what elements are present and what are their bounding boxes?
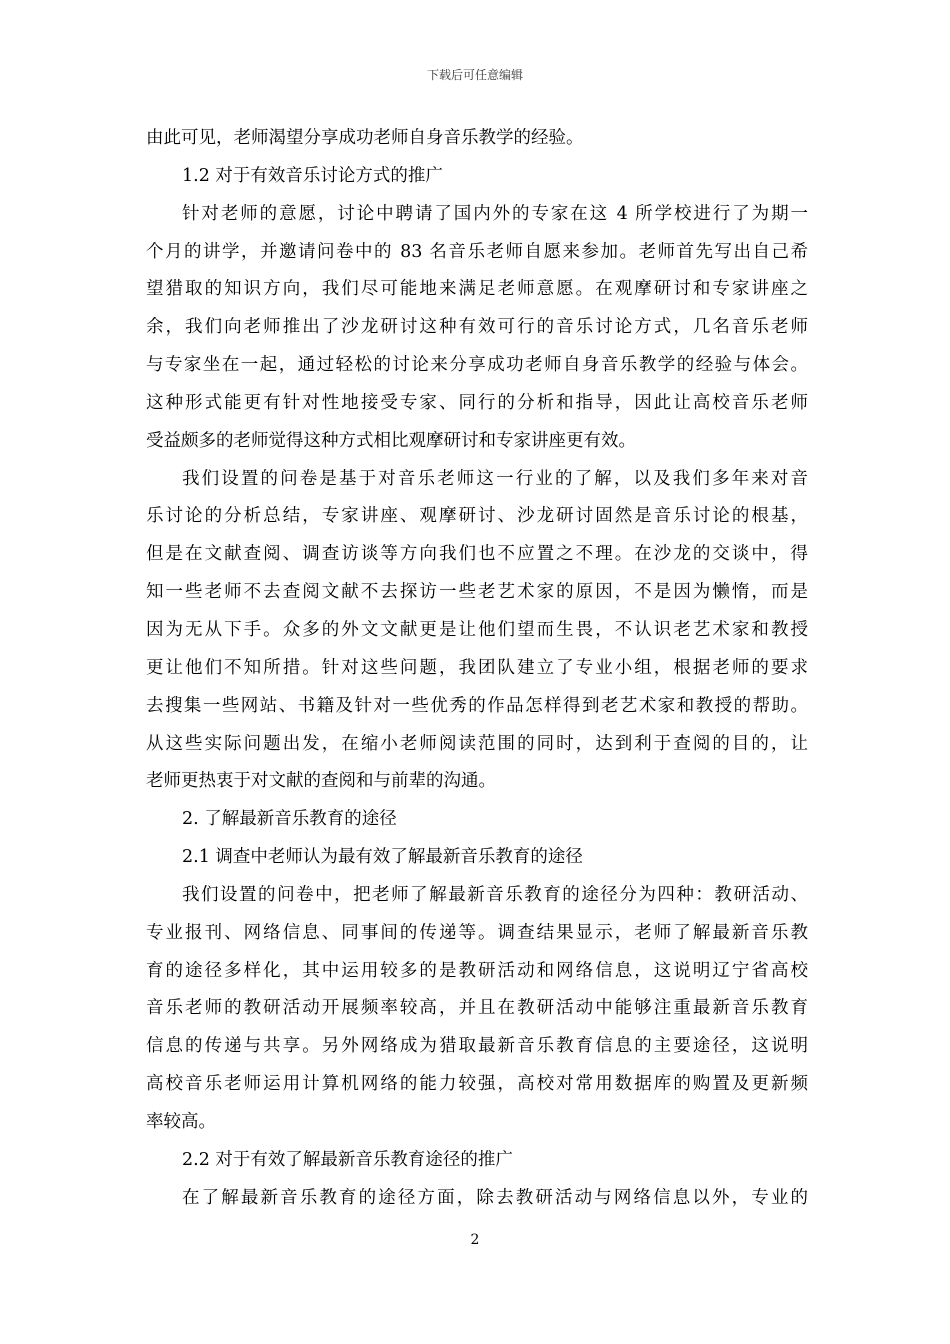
text-line: 从这些实际问题出发，在缩小老师阅读范围的同时，达到利于查阅的目的，让 bbox=[146, 733, 808, 754]
body-text bbox=[146, 124, 808, 1221]
text-line: 知一些老师不去查阅文献不去探访一些老艺术家的原因，不是因为懒惰，而是 bbox=[146, 582, 808, 603]
section-heading: 2. 了解最新音乐教育的途径 bbox=[182, 809, 397, 830]
text-line: 高校音乐老师运用计算机网络的能力较强，高校对常用数据库的购置及更新频 bbox=[146, 1074, 808, 1095]
text-line: 余，我们向老师推出了沙龙研讨这种有效可行的音乐讨论方式，几名音乐老师 bbox=[146, 317, 808, 338]
page-header: 下载后可任意编辑 bbox=[426, 68, 523, 82]
text-line: 个月的讲学，并邀请问卷中的 83 名音乐老师自愿来参加。老师首先写出自己希 bbox=[146, 241, 808, 262]
section-heading: 2.2 对于有效了解最新音乐教育途径的推广 bbox=[182, 1149, 513, 1170]
text-line: 率较高。 bbox=[146, 1111, 216, 1132]
text-line: 老师更热衷于对文献的查阅和与前辈的沟通。 bbox=[146, 771, 496, 792]
text-line: 乐讨论的分析总结，专家讲座、观摩研讨、沙龙研讨固然是音乐讨论的根基， bbox=[146, 506, 808, 527]
text-line: 与专家坐在一起，通过轻松的讨论来分享成功老师自身音乐教学的经验与体会。 bbox=[146, 355, 808, 376]
text-line: 在了解最新音乐教育的途径方面，除去教研活动与网络信息以外，专业的 bbox=[182, 1187, 808, 1208]
section-heading: 2.1 调查中老师认为最有效了解最新音乐教育的途径 bbox=[182, 847, 583, 868]
text-line: 育的途径多样化，其中运用较多的是教研活动和网络信息，这说明辽宁省高校 bbox=[146, 960, 808, 981]
text-line: 但是在文献查阅、调查访谈等方向我们也不应置之不理。在沙龙的交谈中，得 bbox=[146, 544, 808, 565]
text-line: 更让他们不知所措。针对这些问题，我团队建立了专业小组，根据老师的要求 bbox=[146, 657, 808, 678]
text-line: 望猎取的知识方向，我们尽可能地来满足老师意愿。在观摩研讨和专家讲座之 bbox=[146, 279, 808, 300]
text-line: 我们设置的问卷是基于对音乐老师这一行业的了解，以及我们多年来对音 bbox=[182, 468, 808, 489]
text-line: 信息的传递与共享。另外网络成为猎取最新音乐教育信息的主要途径，这说明 bbox=[146, 1036, 808, 1057]
section-heading: 1.2 对于有效音乐讨论方式的推广 bbox=[182, 165, 443, 186]
page-number: 2 bbox=[470, 1232, 480, 1248]
text-line: 因为无从下手。众多的外文文献更是让他们望而生畏，不认识老艺术家和教授 bbox=[146, 619, 808, 640]
text-line: 我们设置的问卷中，把老师了解最新音乐教育的途径分为四种：教研活动、 bbox=[182, 884, 808, 905]
text-line: 由此可见，老师渴望分享成功老师自身音乐教学的经验。 bbox=[146, 128, 584, 148]
text-line: 这种形式能更有针对性地接受专家、同行的分析和指导，因此让高校音乐老师 bbox=[146, 392, 808, 413]
text-line: 受益颇多的老师觉得这种方式相比观摩研讨和专家讲座更有效。 bbox=[146, 430, 636, 451]
text-line: 去搜集一些网站、书籍及针对一些优秀的作品怎样得到老艺术家和教授的帮助。 bbox=[146, 695, 808, 716]
text-line: 专业报刊、网络信息、同事间的传递等。调查结果显示，老师了解最新音乐教 bbox=[146, 922, 808, 943]
text-line: 针对老师的意愿，讨论中聘请了国内外的专家在这 4 所学校进行了为期一 bbox=[182, 203, 808, 224]
text-line: 音乐老师的教研活动开展频率较高，并且在教研活动中能够注重最新音乐教育 bbox=[146, 998, 808, 1019]
